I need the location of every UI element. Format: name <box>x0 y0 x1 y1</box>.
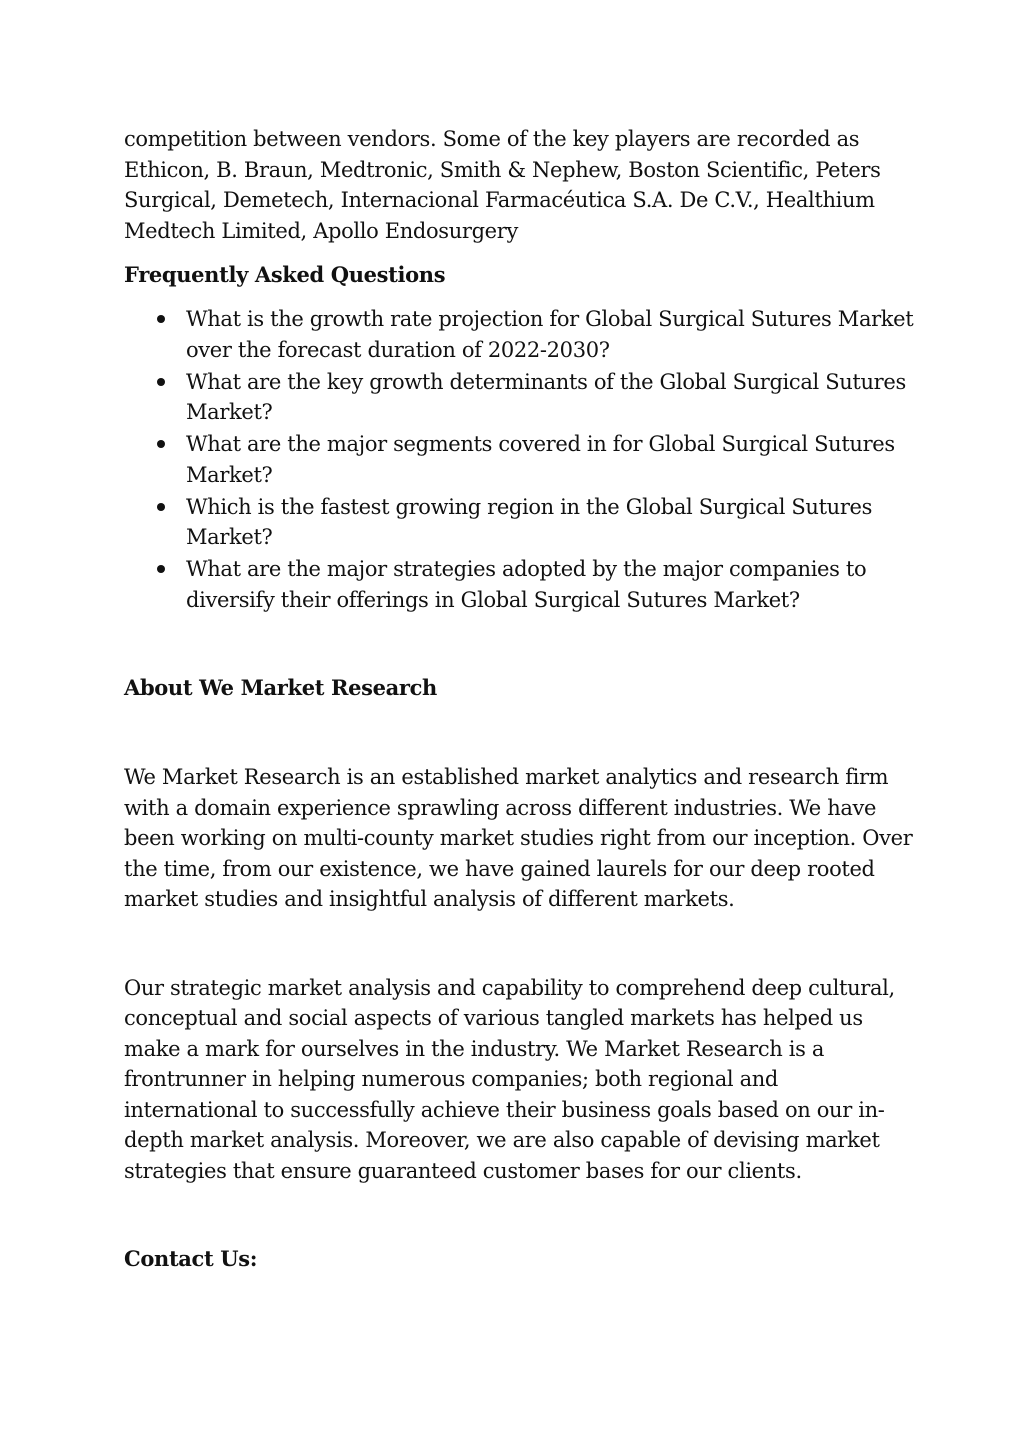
faq-list <box>124 304 914 615</box>
bullet-icon <box>157 503 165 511</box>
faq-item <box>124 554 914 615</box>
faq-item <box>124 304 914 365</box>
faq-item <box>124 367 914 428</box>
contact-heading: Contact Us: <box>124 1246 258 1271</box>
faq-item <box>124 492 914 553</box>
faq-item-text: What are the key growth determinants of the Global Surgical Sutures Market? <box>186 369 906 424</box>
bullet-icon <box>157 315 165 323</box>
bullet-icon <box>157 440 165 448</box>
about-paragraph-2: Our strategic market analysis and capability to comprehend deep cultural, conceptual and social aspects of various tangled markets has helped us make a mark for ourselves in the industry. We Market Research is a frontrunner in helping numerous companies; both regional and international to successfully achieve their business goals based on our in-depth market analysis. Moreover, we are also capable of devising market strategies that ensure guaranteed customer bases for our clients. <box>124 975 895 1183</box>
document-page <box>124 124 914 1274</box>
about-paragraph-1: We Market Research is an established market analytics and research firm with a domain experience sprawling across different industries. We have been working on multi-county market studies right from our inception. Over the time, from our existence, we have gained laurels for our deep rooted market studies and insightful analysis of different markets. <box>124 765 913 911</box>
faq-item-text: Which is the fastest growing region in the Global Surgical Sutures Market? <box>186 494 873 549</box>
about-heading: About We Market Research <box>124 675 437 700</box>
faq-item-text: What is the growth rate projection for Global Surgical Sutures Market over the forecast duration of 2022-2030? <box>186 307 914 362</box>
bullet-icon <box>157 565 165 573</box>
bullet-icon <box>157 378 165 386</box>
faq-item-text: What are the major segments covered in for Global Surgical Sutures Market? <box>186 432 895 487</box>
faq-heading: Frequently Asked Questions <box>124 262 446 287</box>
intro-paragraph: competition between vendors. Some of the key players are recorded as Ethicon, B. Braun, Medtronic, Smith & Nephew, Boston Scientific, Peters Surgical, Demetech, Internacional Farmacéutica S.A. De C.V., Healthium Medtech Limited, Apollo Endosurgery <box>124 127 881 243</box>
faq-item <box>124 429 914 490</box>
faq-item-text: What are the major strategies adopted by the major companies to diversify their offerings in Global Surgical Sutures Market? <box>186 557 867 612</box>
